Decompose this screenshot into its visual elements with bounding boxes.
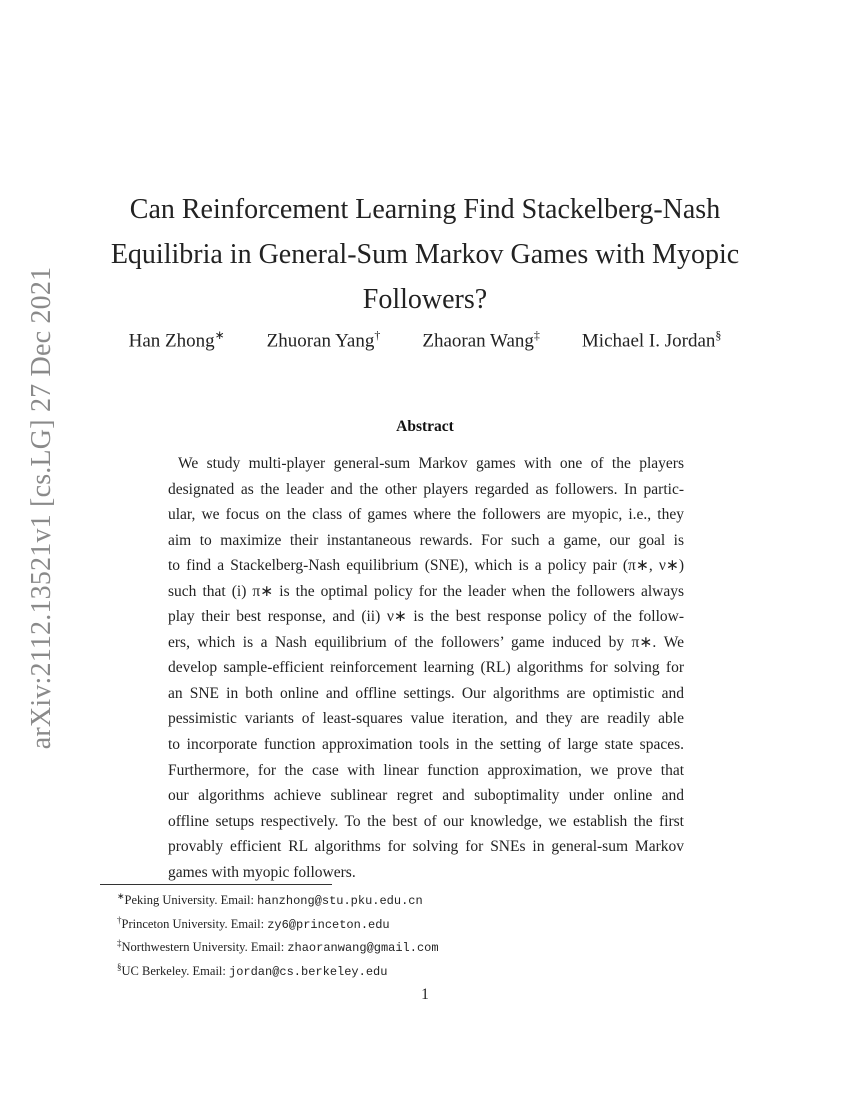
- author-name: Han Zhong: [128, 330, 215, 352]
- abstract-line: such that (i) π∗ is the optimal policy for the leader when the followers always: [168, 582, 684, 600]
- footnote: [117, 887, 439, 911]
- footnote-mark: †: [117, 914, 122, 925]
- email-link[interactable]: jordan@cs.berkeley.edu: [229, 965, 388, 980]
- footnote: [117, 911, 439, 935]
- footnote-affiliation: Peking University. Email:: [124, 893, 258, 908]
- author-footnote-mark: ∗: [214, 328, 225, 342]
- paper-title: [100, 187, 750, 322]
- email-link[interactable]: zhaoranwang@gmail.com: [287, 941, 439, 956]
- email-link[interactable]: hanzhong@stu.pku.edu.cn: [257, 894, 423, 909]
- abstract-line: pessimistic variants of least-squares value iteration, and they are readily able: [168, 710, 684, 728]
- abstract-line: an SNE in both online and offline settings. Our algorithms are optimistic and: [168, 684, 684, 702]
- author-footnote-mark: ‡: [533, 328, 540, 342]
- author: [267, 328, 381, 352]
- author: [582, 328, 721, 352]
- footnote-affiliation: Princeton University. Email:: [121, 916, 268, 931]
- abstract-line: to find a Stackelberg-Nash equilibrium (SNE), which is a policy pair (π∗, ν∗): [168, 557, 684, 575]
- footnote-mark: ∗: [117, 891, 125, 901]
- abstract-line: Furthermore, for the case with linear function approximation, we prove that: [168, 761, 684, 779]
- title-line: Equilibria in General-Sum Markov Games with Myopic: [110, 238, 740, 270]
- abstract-line: We study multi-player general-sum Markov games with one of the players: [178, 455, 684, 472]
- abstract-line: aim to maximize their instantaneous rewards. For such a game, our goal is: [168, 531, 684, 549]
- footnote: [117, 934, 439, 958]
- email-link[interactable]: zy6@princeton.edu: [267, 917, 390, 932]
- author: [422, 328, 540, 352]
- abstract-line: provably efficient RL algorithms for solving for SNEs in general-sum Markov: [168, 838, 684, 856]
- title-line: Followers?: [362, 283, 488, 315]
- abstract-line: our algorithms achieve sublinear regret and suboptimality under online and: [168, 787, 684, 805]
- author-name: Zhuoran Yang: [266, 330, 375, 352]
- abstract-body: [168, 451, 684, 885]
- title-line: Can Reinforcement Learning Find Stackelberg-Nash: [129, 193, 721, 225]
- abstract-line: develop sample-efficient reinforcement learning (RL) algorithms for solving for: [168, 659, 684, 677]
- abstract-line: designated as the leader and the other players regarded as followers. In partic-: [168, 480, 684, 498]
- abstract-line: offline setups respectively. To the best of our knowledge, we establish the first: [168, 812, 684, 830]
- abstract-line: ular, we focus on the class of games where the followers are myopic, i.e., they: [168, 506, 684, 524]
- author-list: [100, 328, 750, 352]
- footnotes: [117, 887, 439, 982]
- author-footnote-mark: §: [715, 328, 722, 342]
- author: [129, 328, 225, 352]
- abstract-heading: Abstract: [396, 418, 454, 435]
- footnote-divider: [100, 884, 332, 885]
- abstract-line: to incorporate function approximation tools in the setting of large state spaces.: [168, 736, 684, 754]
- page-number: 1: [421, 986, 429, 1003]
- author-footnote-mark: †: [374, 328, 381, 342]
- author-name: Zhaoran Wang: [422, 330, 534, 352]
- footnote-affiliation: UC Berkeley. Email:: [121, 964, 229, 979]
- abstract-line: games with myopic followers.: [168, 863, 356, 881]
- footnote-mark: ‡: [117, 938, 122, 949]
- author-name: Michael I. Jordan: [581, 330, 716, 352]
- arxiv-identifier-stamp: arXiv:2112.13521v1 [cs.LG] 27 Dec 2021: [26, 266, 57, 750]
- footnote-mark: §: [117, 961, 122, 972]
- abstract-line: play their best response, and (ii) ν∗ is the best response policy of the follow-: [168, 608, 684, 626]
- abstract-line: ers, which is a Nash equilibrium of the followers’ game induced by π∗. We: [168, 633, 684, 651]
- footnote: [117, 958, 439, 982]
- footnote-affiliation: Northwestern University. Email:: [121, 940, 288, 955]
